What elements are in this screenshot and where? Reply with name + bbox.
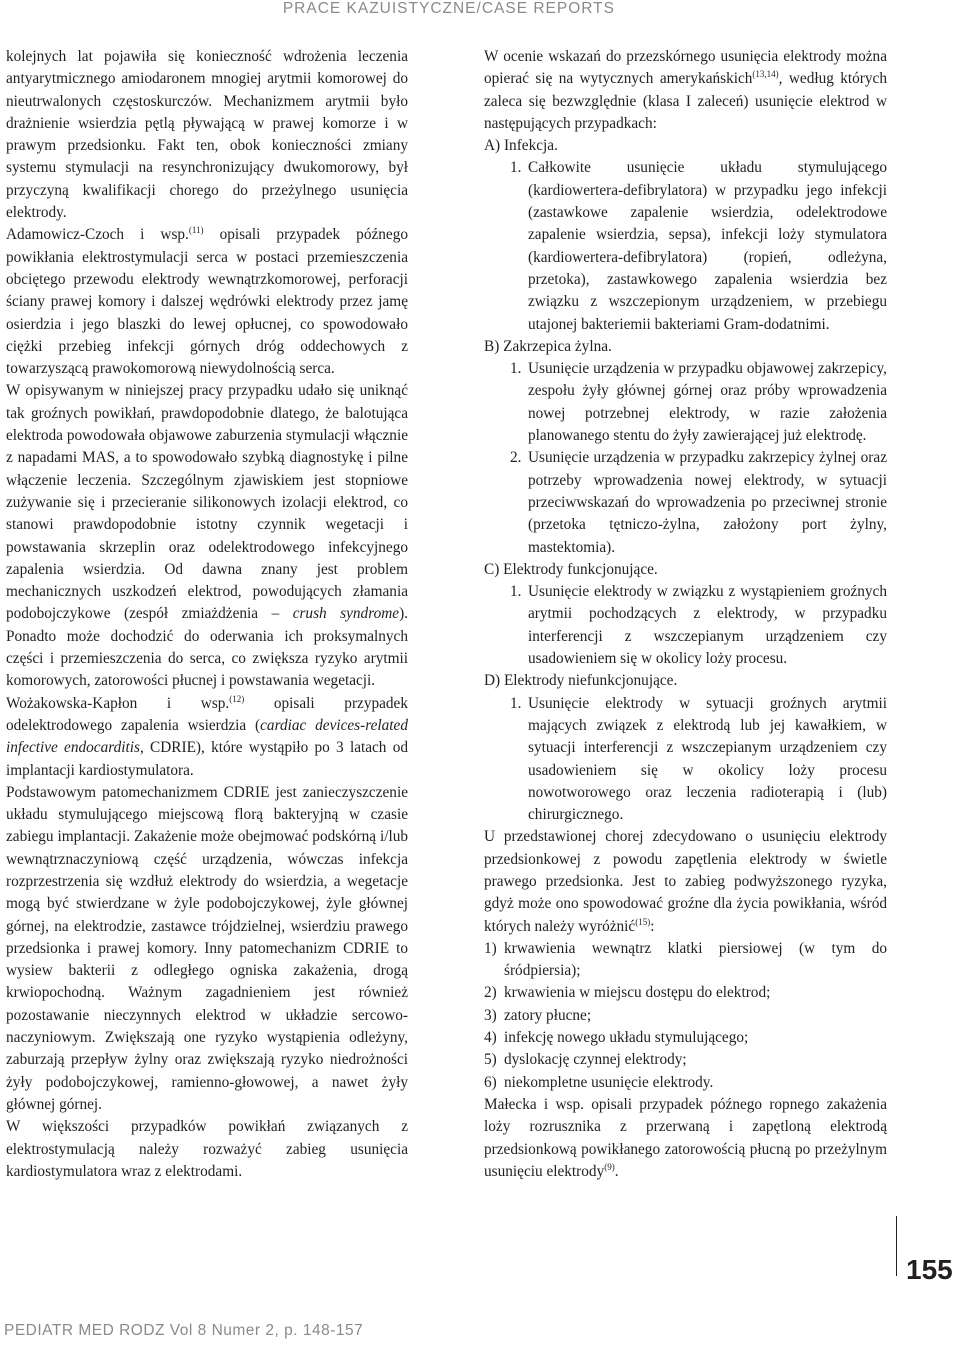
numbered-item bbox=[484, 581, 887, 670]
item-number: 1. bbox=[510, 360, 522, 378]
paragraph bbox=[484, 1094, 887, 1183]
numbered-item bbox=[484, 157, 887, 335]
section-heading-b: B) Zakrzepica żylna. bbox=[484, 337, 612, 355]
list-text: zatory płucne; bbox=[504, 1006, 592, 1024]
text-span: : bbox=[650, 917, 655, 935]
list-text: krwawienia w miejscu dostępu do elektrod; bbox=[504, 984, 771, 1002]
text-span: opisali przypadek odelektrodowego zapalenia wsierdzia ( bbox=[6, 694, 408, 734]
section-heading-c: C) Elektrody funkcjonujące. bbox=[484, 560, 658, 578]
list-number: 4) bbox=[484, 1029, 497, 1047]
running-header: PRACE KAZUISTYCZNE/CASE REPORTS bbox=[282, 0, 615, 17]
list-item bbox=[484, 982, 887, 1004]
list-item bbox=[484, 1072, 887, 1094]
left-column bbox=[6, 46, 408, 1183]
paragraph bbox=[6, 224, 408, 380]
page-number: 155 bbox=[906, 1254, 953, 1285]
paragraph: kolejnych lat pojawiła się konieczność wdrożenia leczenia antyarytmicznego amiodaronem mnogiej arytmii komorowej do nieutrwalonych częstoskurczów. Mechanizmem arytmii było drażnienie wsierdzia pętlą pływającą w prawej komorze i w prawym przedsionku. Fakt ten, obok konieczności zmiany systemu stymulacji na resynchronizujący dwukomorowy, był przyczyną kwalifikacji chorego do przeżylnego usunięcia elektrody. bbox=[6, 48, 408, 222]
text-span: Adamowicz-Czoch i wsp. bbox=[6, 226, 189, 244]
text-span: W ocenie wskazań do przezskórnego usunięcia elektrody można opierać się na wytycznych amerykańskich bbox=[484, 48, 887, 88]
text-span: ). Ponadto może dochodzić do oderwania ich proksymalnych części i przemieszczenia do serca, co zwiększa ryzyko arytmii komorowych, zatorowości płucnej i powstawania wegetacji. bbox=[6, 605, 408, 690]
paragraph: Podstawowym patomechanizmem CDRIE jest zanieczyszczenie układu stymulującego miejscową florą bakteryjną w czasie zabiegu implantacji. Zakażenie może obejmować podskórną i/lub wewnątrznaczyniową część urządzenia, wówczas infekcja rozprzestrzenia się wzdłuż elektrody do wsierdzia, a wegetacje mogą być stwierdzane w żyle podobojczykowej, żyle głównej górnej, na elektrodzie, zastawce trójdzielnej, wsierdziu prawego przedsionka i prawej komory. Inny patomechanizm CDRIE to wysiew bakterii z odległego ogniska zakażenia, drogą krwiopochodną. Ważnym zagadnieniem jest również pozostawanie nieczynnych elektrod w układzie sercowo-naczyniowym. Zwiększają one ryzyko wystąpienia odleżyny, zaburzają przepływ żylny oraz zwiększają ryzyko niedrożności żyły podobojczykowej, ramienno-głowowej, a nawet żyły głównej górnej. bbox=[6, 783, 408, 1113]
list-text: infekcję nowego układu stymulującego; bbox=[504, 1029, 749, 1047]
numbered-item bbox=[484, 447, 887, 558]
page-number-rule bbox=[896, 1216, 897, 1276]
text-span: W opisywanym w niniejszej pracy przypadku udało się uniknąć tak groźnych powikłań, prawdopodobnie dlatego, że balotująca elektroda powodowała objawowe zaburzenia stymulacji włącznie z napadami MAS, a to spowodowało szybką diagnostykę i pilne włączenie leczenia. Szczególnym zjawiskiem jest stopniowe zużywanie się i przecieranie silikonowych izolacji elektrod, co stanowi prawdopodobnie istotny czynnik wegetacji i powstawania skrzeplin oraz odelektrodowego infekcyjnego zapalenia wsierdzia. Od dawna znany jest problem mechanicznych uszkodzeń elektrod, powodujących złamania podobojczykowe (zespół zmiażdżenia bbox=[6, 382, 408, 623]
paragraph bbox=[484, 46, 887, 135]
reference-marker: (15) bbox=[635, 916, 651, 927]
numbered-item bbox=[484, 358, 887, 447]
item-text: Całkowite usunięcie układu stymulującego (kardiowertera-defibrylatora) w przypadku jego infekcji (zastawkowe zapalenie wsierdzia, odelektrodowe zapalenie wsierdzia, sepsa), infekcji loży stymulatora (kardiowertera-defibrylatora) (ropień, odleżyna, przetoka), zastawkowego zapalenia wsierdzia bez związku z wszczepionym urządzeniem, w przebiegu utajonej bakteriemii bakteriami Gram-dodatnimi. bbox=[528, 159, 887, 333]
item-text: Usunięcie urządzenia w przypadku objawowej zakrzepicy, zespołu żyły głównej górnej oraz próby wprowadzenia nowej potrzebnej elektrody, w razie założenia planowanego stentu do żyły zawierającej już elektrodę. bbox=[528, 360, 887, 445]
reference-marker: (13,14) bbox=[752, 69, 779, 80]
list-text: krwawienia wewnątrz klatki piersiowej (w tym do śródpiersia); bbox=[504, 939, 887, 980]
item-number: 1. bbox=[510, 694, 522, 712]
text-span: opisali przypadek późnego powikłania elektrostymulacji serca w postaci przemieszczenia obciętego przewodu elektrody wewnątrzkomorowej, perforacji ściany prawej komory i dalszej wędrówki elektrody przez jamę osierdzia i jego blaszki do lewej opłucnej, co spowodowało ciężki przebieg infekcji górnych dróg oddechowych z towarzyszącą prawokomorową niewydolnością serca. bbox=[6, 226, 408, 378]
text-span: . bbox=[614, 1162, 619, 1180]
right-column bbox=[484, 46, 887, 1183]
text-span: U przedstawionej chorej zdecydowano o usunięciu elektrody przedsionkowej z powodu zapętlenia elektrody w świetle prawego przedsionka. Jest to zabieg podwyższonego ryzyka, gdyż może ono spowodować groźne dla życia powikłania, wśród których należy wyróżnić bbox=[484, 828, 887, 935]
list-item bbox=[484, 1049, 887, 1071]
item-number: 1. bbox=[510, 583, 522, 601]
reference-marker: (12) bbox=[229, 693, 245, 704]
list-number: 1) bbox=[484, 939, 497, 957]
reference-marker: (11) bbox=[188, 225, 204, 236]
list-text: niekompletne usunięcie elektrody. bbox=[504, 1073, 714, 1091]
list-number: 5) bbox=[484, 1051, 497, 1069]
item-text: Usunięcie elektrody w związku z wystąpieniem groźnych arytmii pochodzących z elektrody, w przypadku interferencji z wszczepianym urządzeniem czy usadowieniem się w okolicy loży procesu. bbox=[528, 583, 887, 668]
list-text: dyslokację czynnej elektrody; bbox=[504, 1051, 687, 1069]
section-heading-a: A) Infekcja. bbox=[484, 137, 558, 155]
emphasis: cardiac devices-related infective endocarditis bbox=[6, 716, 408, 757]
paragraph bbox=[6, 380, 408, 692]
list-number: 6) bbox=[484, 1073, 497, 1091]
item-number: 1. bbox=[510, 159, 522, 177]
text-span: , według których zaleca się bezwzględnie (klasa I zaleceń) usunięcie elektrod w następujących przypadkach: bbox=[484, 70, 887, 132]
section-heading-d: D) Elektrody niefunkcjonujące. bbox=[484, 672, 678, 690]
item-number: 2. bbox=[510, 449, 522, 467]
text-span: , CDRIE), które wystąpiło po 3 latach od implantacji kardiostymulatora. bbox=[6, 739, 408, 779]
list-item bbox=[484, 1005, 887, 1027]
paragraph bbox=[6, 693, 408, 782]
emphasis: – crush syndrome bbox=[271, 605, 400, 623]
journal-citation-footer: PEDIATR MED RODZ Vol 8 Numer 2, p. 148-157 bbox=[4, 1322, 364, 1339]
list-number: 3) bbox=[484, 1006, 497, 1024]
reference-marker: (9) bbox=[604, 1161, 615, 1172]
text-span: Wożakowska-Kapłon i wsp. bbox=[6, 694, 230, 712]
numbered-item bbox=[484, 693, 887, 827]
paragraph: W większości przypadków powikłań związanych z elektrostymulacją należy rozważyć zabieg usunięcia kardiostymulatora wraz z elektrodami. bbox=[6, 1118, 408, 1180]
list-item bbox=[484, 1027, 887, 1049]
item-text: Usunięcie urządzenia w przypadku zakrzepicy żylnej oraz potrzeby wprowadzenia nowej elektrody, w sytuacji przeciwwskazań do wprowadzenia po przeciwnej stronie (przetoka tętniczo-żylna, założony port żylny, mastektomia). bbox=[528, 449, 887, 556]
paragraph bbox=[484, 826, 887, 937]
list-item bbox=[484, 938, 887, 983]
list-number: 2) bbox=[484, 984, 497, 1002]
text-span: Małecka i wsp. opisali przypadek późnego ropnego zakażenia loży rozrusznika z przerwaną i zapętloną elektrodą przedsionkową powikłanego zatorowością płucną po przeżylnym usunięciu elektrody bbox=[484, 1095, 887, 1180]
item-text: Usunięcie elektrody w sytuacji groźnych arytmii mających związek z elektrodą lub jej kawałkiem, w sytuacji interferencji z wszczepianym urządzeniem czy usadowieniem się w okolicy loży procesu nowotworowego oraz leczenia radioterapią i (lub) chirurgicznego. bbox=[528, 694, 887, 824]
